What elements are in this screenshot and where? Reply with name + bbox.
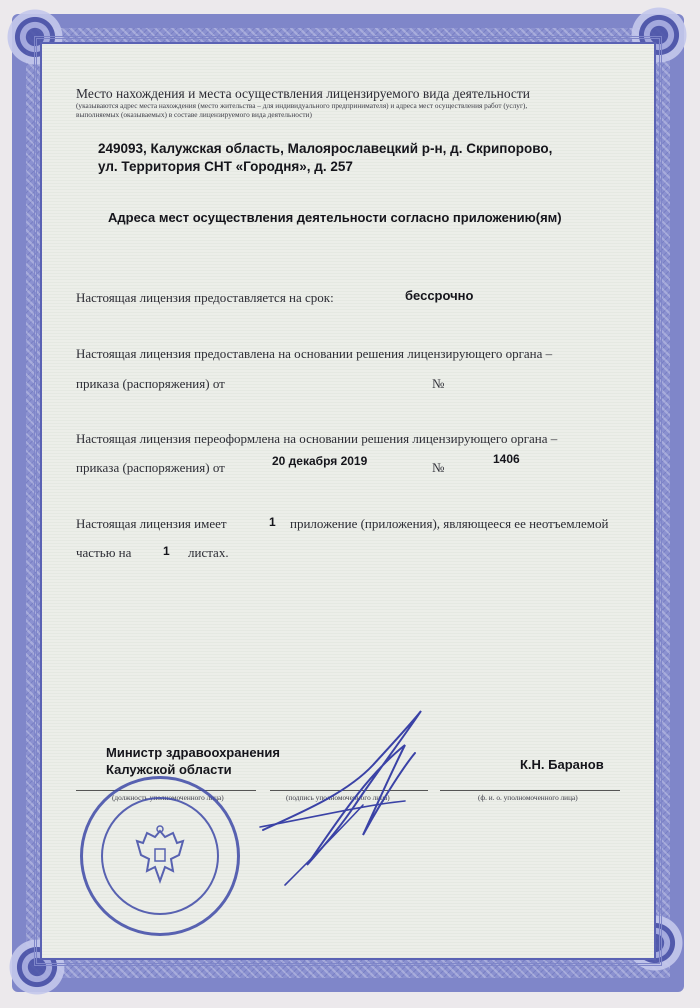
granted-number-sign: № — [432, 376, 445, 391]
name-line — [440, 790, 620, 791]
section-note-line2: выполняемых (оказываемых) в составе лицензируемого вида деятельности) — [76, 110, 312, 119]
appendix-count: 1 — [269, 515, 276, 529]
appendix-suffix: приложение (приложения), являющееся ее неотъемлемой — [290, 516, 609, 531]
granted-order-label: приказа (распоряжения) от — [76, 376, 225, 391]
official-stamp — [80, 776, 240, 936]
appendix-sheets-label: листах. — [188, 545, 229, 560]
caption-position: (должность уполномоченного лица) — [112, 793, 224, 802]
section-title: Место нахождения и места осуществления лицензируемого вида деятельности — [76, 86, 531, 101]
term-label: Настоящая лицензия предоставляется на срок: — [76, 290, 334, 305]
term-value: бессрочно — [405, 288, 474, 303]
granted-line1: Настоящая лицензия предоставлена на основании решения лицензирующего органа – — [76, 346, 553, 361]
signer-name: К.Н. Баранов — [520, 757, 604, 772]
coat-of-arms-icon — [135, 825, 185, 887]
reissued-number-sign: № — [432, 460, 445, 475]
signer-position-line2: Калужской области — [106, 762, 232, 777]
appendix-sheets: 1 — [163, 544, 170, 558]
reissued-number: 1406 — [493, 452, 520, 466]
reissued-date: 20 декабря 2019 — [272, 454, 368, 468]
reissued-order-label: приказа (распоряжения) от — [76, 460, 225, 475]
reissued-line1: Настоящая лицензия переоформлена на основании решения лицензирующего органа – — [76, 431, 558, 446]
appendix-part-label: частью на — [76, 545, 132, 560]
section-note-line1: (указываются адрес места нахождения (место жительства – для индивидуального предпринимателя) и адреса мест осуществления работ (услуг), — [76, 101, 528, 110]
signer-position-line1: Министр здравоохранения — [106, 745, 280, 760]
address-line2: ул. Территория СНТ «Городня», д. 257 — [98, 159, 353, 174]
handwritten-signature — [255, 705, 430, 890]
appendix-prefix: Настоящая лицензия имеет — [76, 516, 227, 531]
caption-name: (ф. и. о. уполномоченного лица) — [478, 793, 578, 802]
address-line1: 249093, Калужская область, Малоярославецкий р-н, д. Скрипорово, — [98, 141, 553, 156]
caption-signature: (подпись уполномоченного лица) — [286, 793, 390, 802]
addresses-note: Адреса мест осуществления деятельности согласно приложению(ям) — [108, 210, 562, 225]
